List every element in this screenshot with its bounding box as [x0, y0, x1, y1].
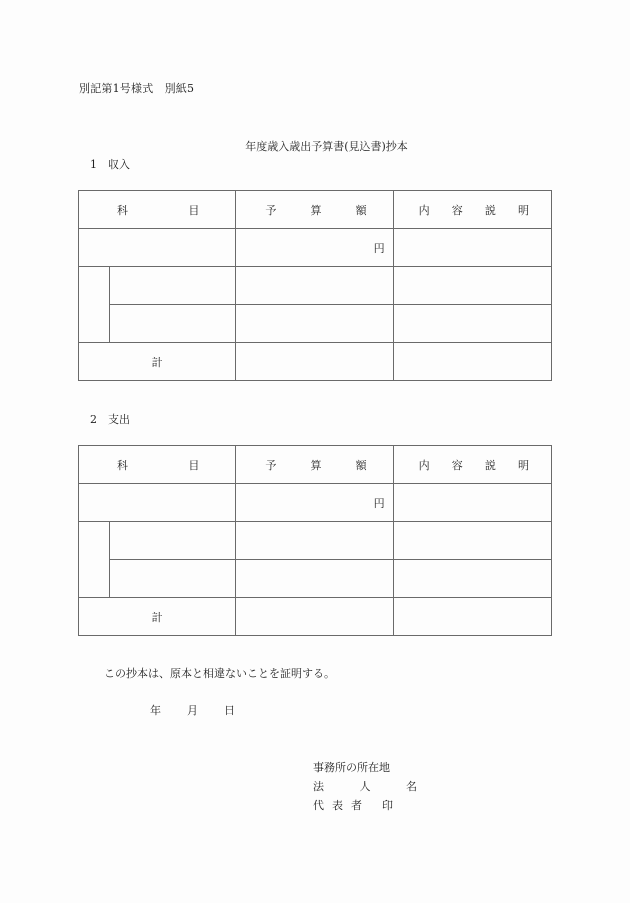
date-month: 月 [187, 704, 198, 717]
description-cell[interactable] [393, 305, 551, 343]
date-year: 年 [150, 704, 161, 717]
subject-cell[interactable] [79, 229, 236, 267]
header-char: 額 [355, 458, 367, 472]
header-char: 容 [451, 458, 463, 472]
header-char: 予 [265, 458, 277, 472]
total-label: 計 [79, 598, 236, 636]
label-char: 者 [351, 799, 362, 812]
header-char: 明 [517, 458, 529, 472]
description-cell[interactable] [393, 267, 551, 305]
header-char: 説 [484, 458, 496, 472]
header-description [393, 446, 551, 484]
section-label: 収入 [108, 158, 130, 171]
header-amount [236, 191, 393, 229]
amount-cell[interactable] [236, 522, 393, 560]
header-char: 目 [188, 203, 200, 217]
subject-cell[interactable] [110, 305, 236, 343]
description-cell[interactable] [393, 229, 551, 267]
header-char: 内 [418, 203, 430, 217]
header-amount [236, 446, 393, 484]
table-row [79, 484, 552, 522]
expenditure-table [78, 445, 552, 636]
header-char: 容 [451, 203, 463, 217]
yen-unit: 円 [373, 241, 385, 255]
section-number: 1 [90, 158, 97, 171]
header-char: 説 [484, 203, 496, 217]
label-char: 名 [406, 780, 417, 793]
subject-cell[interactable] [79, 484, 236, 522]
yen-unit: 円 [373, 496, 385, 510]
total-amount-cell[interactable] [236, 343, 393, 381]
section-number: 2 [90, 413, 97, 426]
amount-cell[interactable] [236, 484, 393, 522]
total-description-cell[interactable] [393, 343, 551, 381]
header-char: 科 [117, 203, 128, 217]
total-description-cell[interactable] [393, 598, 551, 636]
header-char: 算 [310, 203, 322, 217]
office-address-label: 事務所の所在地 [313, 761, 390, 774]
category-cell[interactable] [79, 522, 110, 598]
label-char: 人 [359, 780, 371, 793]
section-heading-revenue [90, 156, 130, 172]
table-row [79, 229, 552, 267]
header-subject [79, 191, 236, 229]
header-description [393, 191, 551, 229]
header-char: 科 [117, 458, 128, 472]
description-cell[interactable] [393, 522, 551, 560]
table-row [79, 522, 552, 560]
header-char: 目 [188, 458, 200, 472]
representative-label [313, 797, 393, 813]
table-row [79, 305, 552, 343]
amount-cell[interactable] [236, 560, 393, 598]
section-heading-expenditure [90, 411, 130, 427]
amount-cell[interactable] [236, 305, 393, 343]
total-row [79, 598, 552, 636]
amount-cell[interactable] [236, 229, 393, 267]
header-char: 明 [517, 203, 529, 217]
label-char: 法 [313, 780, 324, 793]
date-day: 日 [224, 704, 235, 717]
header-char: 内 [418, 458, 430, 472]
document-title: 年度歳入歳出予算書(見込書)抄本 [245, 140, 408, 153]
certification-date [150, 702, 235, 718]
certification-statement: この抄本は、原本と相違ないことを証明する。 [104, 667, 335, 680]
subject-cell[interactable] [110, 522, 236, 560]
total-amount-cell[interactable] [236, 598, 393, 636]
label-char: 代 [313, 799, 324, 812]
table-row [79, 560, 552, 598]
corporation-name-label [313, 778, 417, 794]
total-row [79, 343, 552, 381]
form-label: 別記第1号様式 別紙5 [79, 82, 195, 95]
header-char: 予 [265, 203, 277, 217]
seal-mark: 印 [382, 799, 393, 812]
category-cell[interactable] [79, 267, 110, 343]
table-row [79, 267, 552, 305]
header-char: 算 [310, 458, 322, 472]
table-header-row [79, 191, 552, 229]
revenue-table [78, 190, 552, 381]
label-char: 表 [332, 799, 343, 812]
header-subject [79, 446, 236, 484]
section-label: 支出 [108, 413, 130, 426]
subject-cell[interactable] [110, 560, 236, 598]
amount-cell[interactable] [236, 267, 393, 305]
description-cell[interactable] [393, 484, 551, 522]
table-header-row [79, 446, 552, 484]
subject-cell[interactable] [110, 267, 236, 305]
description-cell[interactable] [393, 560, 551, 598]
total-label: 計 [79, 343, 236, 381]
header-char: 額 [355, 203, 367, 217]
